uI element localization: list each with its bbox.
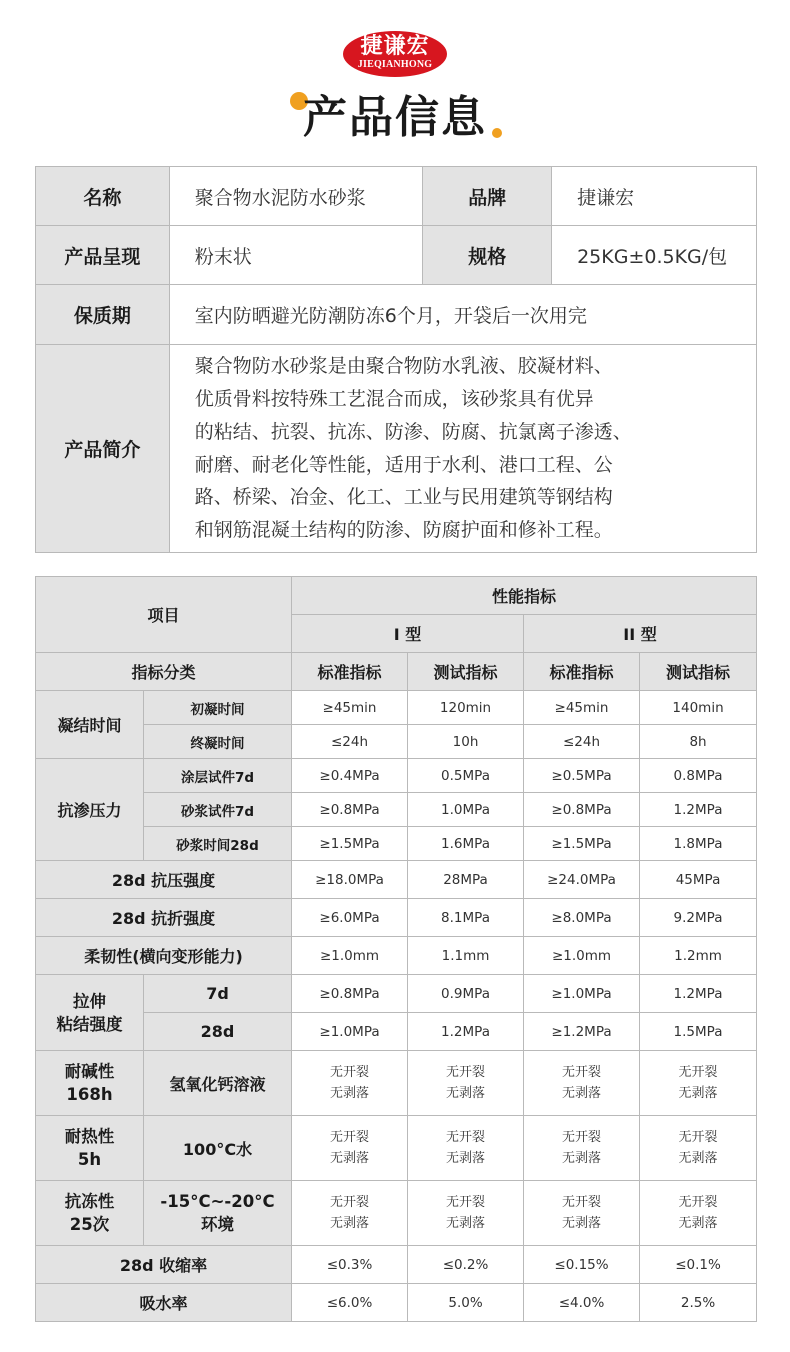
label-line: 耐碱性 xyxy=(64,1062,115,1081)
cell: ≤0.1% xyxy=(640,1246,757,1284)
sub-label: 砂浆试件7d xyxy=(144,793,292,827)
brand-logo xyxy=(343,31,447,77)
cell: 45MPa xyxy=(640,861,757,899)
flexibility-label: 柔韧性(横向变形能力) xyxy=(36,937,292,975)
cell: 1.1mm xyxy=(408,937,524,975)
cell-line: 无开裂 xyxy=(562,1065,602,1080)
cell: ≤4.0% xyxy=(524,1284,640,1322)
shelf-life-label: 保质期 xyxy=(36,285,170,345)
label-line: 25次 xyxy=(69,1215,110,1234)
sub-label: 7d xyxy=(144,975,292,1013)
cell: 1.5MPa xyxy=(640,1013,757,1051)
cell: ≤0.15% xyxy=(524,1246,640,1284)
cell: 140min xyxy=(640,691,757,725)
compressive-label: 28d 抗压强度 xyxy=(36,861,292,899)
cell: 9.2MPa xyxy=(640,899,757,937)
table-row xyxy=(36,759,757,793)
label-line: 5h xyxy=(77,1150,102,1169)
heat-label xyxy=(36,1116,144,1181)
test-header: 测试指标 xyxy=(640,653,757,691)
decor-dot-icon xyxy=(492,128,502,138)
label-line: 168h xyxy=(66,1085,113,1104)
cell-line: 无开裂 xyxy=(446,1065,486,1080)
cell: ≥0.8MPa xyxy=(524,793,640,827)
intro-line: 聚合物防水砂浆是由聚合物防水乳液、胶凝材料、 xyxy=(194,355,613,378)
cell: ≥1.5MPa xyxy=(524,827,640,861)
cell: ≥0.4MPa xyxy=(292,759,408,793)
cell-line: 无开裂 xyxy=(446,1130,486,1145)
label-line: 粘结强度 xyxy=(56,1014,123,1034)
standard-header: 标准指标 xyxy=(524,653,640,691)
page-title: 产品信息 xyxy=(303,92,487,143)
cell: ≤6.0% xyxy=(292,1284,408,1322)
logo-chinese: 捷谦宏 xyxy=(360,33,430,59)
cell: ≥45min xyxy=(292,691,408,725)
cell xyxy=(292,1051,408,1116)
cell: ≥45min xyxy=(524,691,640,725)
test-header: 测试指标 xyxy=(408,653,524,691)
cell: ≥18.0MPa xyxy=(292,861,408,899)
table-row xyxy=(36,1284,757,1322)
sub-label: 初凝时间 xyxy=(144,691,292,725)
brand-value: 捷谦宏 xyxy=(552,167,757,226)
label-line: 耐热性 xyxy=(64,1127,115,1146)
cell: 1.6MPa xyxy=(408,827,524,861)
intro-text xyxy=(169,345,756,553)
type-2-header: II 型 xyxy=(524,615,757,653)
alkali-label xyxy=(36,1051,144,1116)
table-row xyxy=(36,1246,757,1284)
label-line: 拉伸 xyxy=(73,991,106,1011)
cell: 0.9MPa xyxy=(408,975,524,1013)
cell: 2.5% xyxy=(640,1284,757,1322)
cell xyxy=(292,1181,408,1246)
table-row xyxy=(36,1116,757,1181)
sub-label: 100°C水 xyxy=(144,1116,292,1181)
sub-label: 涂层试件7d xyxy=(144,759,292,793)
intro-label: 产品简介 xyxy=(36,345,170,553)
cell: ≥1.0mm xyxy=(524,937,640,975)
cell xyxy=(640,1051,757,1116)
cell: 0.8MPa xyxy=(640,759,757,793)
sub-label xyxy=(144,1181,292,1246)
setting-time-label: 凝结时间 xyxy=(36,691,144,759)
cell: ≥0.5MPa xyxy=(524,759,640,793)
table-row xyxy=(36,167,757,226)
table-row xyxy=(36,653,757,691)
table-row xyxy=(36,1181,757,1246)
table-row xyxy=(36,1051,757,1116)
cell: 1.2MPa xyxy=(408,1013,524,1051)
table-row xyxy=(36,861,757,899)
cell: ≤0.3% xyxy=(292,1246,408,1284)
intro-line: 和钢筋混凝土结构的防渗、防腐护面和修补工程。 xyxy=(194,518,613,541)
label-line: 抗冻性 xyxy=(64,1192,115,1211)
cell-line: 无开裂 xyxy=(330,1195,370,1210)
sub-label: 终凝时间 xyxy=(144,725,292,759)
cell: 8.1MPa xyxy=(408,899,524,937)
cell: ≥0.8MPa xyxy=(292,975,408,1013)
cell-line: 无剥落 xyxy=(446,1086,486,1101)
table-row xyxy=(36,577,757,615)
name-value: 聚合物水泥防水砂浆 xyxy=(169,167,423,226)
cell: 1.2mm xyxy=(640,937,757,975)
intro-line: 的粘结、抗裂、抗冻、防渗、防腐、抗氯离子渗透、 xyxy=(194,420,632,443)
cell xyxy=(524,1181,640,1246)
permeability-label: 抗渗压力 xyxy=(36,759,144,861)
cell-line: 无剥落 xyxy=(678,1216,718,1231)
table-row xyxy=(36,975,757,1013)
bond-strength-label xyxy=(36,975,144,1051)
cell xyxy=(524,1051,640,1116)
cell: 120min xyxy=(408,691,524,725)
table-row xyxy=(36,937,757,975)
table-row xyxy=(36,285,757,345)
type-1-header: I 型 xyxy=(292,615,524,653)
cell: ≤0.2% xyxy=(408,1246,524,1284)
cell-line: 无开裂 xyxy=(678,1130,718,1145)
sub-label: 28d xyxy=(144,1013,292,1051)
cell: ≥24.0MPa xyxy=(524,861,640,899)
cell: 1.0MPa xyxy=(408,793,524,827)
cell: 1.8MPa xyxy=(640,827,757,861)
cell-line: 无开裂 xyxy=(330,1065,370,1080)
cell-line: 无开裂 xyxy=(330,1130,370,1145)
cell xyxy=(640,1181,757,1246)
cell: ≤24h xyxy=(524,725,640,759)
performance-spec-table xyxy=(35,576,757,1322)
intro-line: 耐磨、耐老化等性能，适用于水利、港口工程、公 xyxy=(194,453,613,476)
cell: 8h xyxy=(640,725,757,759)
cell: 1.2MPa xyxy=(640,793,757,827)
table-row xyxy=(36,725,757,759)
cell-line: 无剥落 xyxy=(678,1151,718,1166)
cell: 28MPa xyxy=(408,861,524,899)
cell: ≥1.0mm xyxy=(292,937,408,975)
intro-line: 优质骨料按特殊工艺混合而成，该砂浆具有优异 xyxy=(194,388,594,411)
table-row xyxy=(36,827,757,861)
cell: 1.2MPa xyxy=(640,975,757,1013)
cell: ≤24h xyxy=(292,725,408,759)
flexural-label: 28d 抗折强度 xyxy=(36,899,292,937)
table-row xyxy=(36,1013,757,1051)
standard-header: 标准指标 xyxy=(292,653,408,691)
cell: ≥1.0MPa xyxy=(524,975,640,1013)
absorption-label: 吸水率 xyxy=(36,1284,292,1322)
sub-label: 氢氧化钙溶液 xyxy=(144,1051,292,1116)
cell: ≥1.5MPa xyxy=(292,827,408,861)
cell-line: 无剥落 xyxy=(330,1086,370,1101)
frost-label xyxy=(36,1181,144,1246)
name-label: 名称 xyxy=(36,167,170,226)
cell: 5.0% xyxy=(408,1284,524,1322)
cell-line: 无剥落 xyxy=(446,1216,486,1231)
category-header: 指标分类 xyxy=(36,653,292,691)
cell-line: 无剥落 xyxy=(330,1151,370,1166)
logo-english: JIEQIANHONG xyxy=(357,59,433,70)
cell: 0.5MPa xyxy=(408,759,524,793)
performance-header: 性能指标 xyxy=(292,577,757,615)
cell-line: 无开裂 xyxy=(446,1195,486,1210)
cell-line: 无剥落 xyxy=(678,1086,718,1101)
cell-line: 无开裂 xyxy=(678,1195,718,1210)
cell xyxy=(292,1116,408,1181)
cell-line: 无剥落 xyxy=(446,1151,486,1166)
spec-label: 规格 xyxy=(423,226,552,285)
cell-line: 无剥落 xyxy=(562,1086,602,1101)
cell: 10h xyxy=(408,725,524,759)
cell: ≥1.2MPa xyxy=(524,1013,640,1051)
intro-line: 路、桥梁、冶金、化工、工业与民用建筑等钢结构 xyxy=(194,486,613,509)
label-line: 环境 xyxy=(201,1215,234,1234)
cell: ≥0.8MPa xyxy=(292,793,408,827)
label-line: -15°C~-20°C xyxy=(160,1192,275,1211)
table-row xyxy=(36,793,757,827)
cell xyxy=(524,1116,640,1181)
form-value: 粉末状 xyxy=(169,226,423,285)
cell-line: 无剥落 xyxy=(330,1216,370,1231)
cell-line: 无开裂 xyxy=(562,1130,602,1145)
spec-value: 25KG±0.5KG/包 xyxy=(552,226,757,285)
cell xyxy=(640,1116,757,1181)
cell xyxy=(408,1051,524,1116)
sub-label: 砂浆时间28d xyxy=(144,827,292,861)
cell: ≥1.0MPa xyxy=(292,1013,408,1051)
cell: ≥6.0MPa xyxy=(292,899,408,937)
table-row xyxy=(36,899,757,937)
cell xyxy=(408,1181,524,1246)
product-info-table xyxy=(35,166,757,553)
shrinkage-label: 28d 收缩率 xyxy=(36,1246,292,1284)
table-row xyxy=(36,691,757,725)
item-header: 项目 xyxy=(36,577,292,653)
shelf-life-value: 室内防晒避光防潮防冻6个月，开袋后一次用完 xyxy=(169,285,756,345)
cell-line: 无剥落 xyxy=(562,1151,602,1166)
cell-line: 无开裂 xyxy=(562,1195,602,1210)
cell xyxy=(408,1116,524,1181)
cell-line: 无剥落 xyxy=(562,1216,602,1231)
form-label: 产品呈现 xyxy=(36,226,170,285)
brand-label: 品牌 xyxy=(423,167,552,226)
table-row xyxy=(36,345,757,553)
table-row xyxy=(36,226,757,285)
cell: ≥8.0MPa xyxy=(524,899,640,937)
cell-line: 无开裂 xyxy=(678,1065,718,1080)
